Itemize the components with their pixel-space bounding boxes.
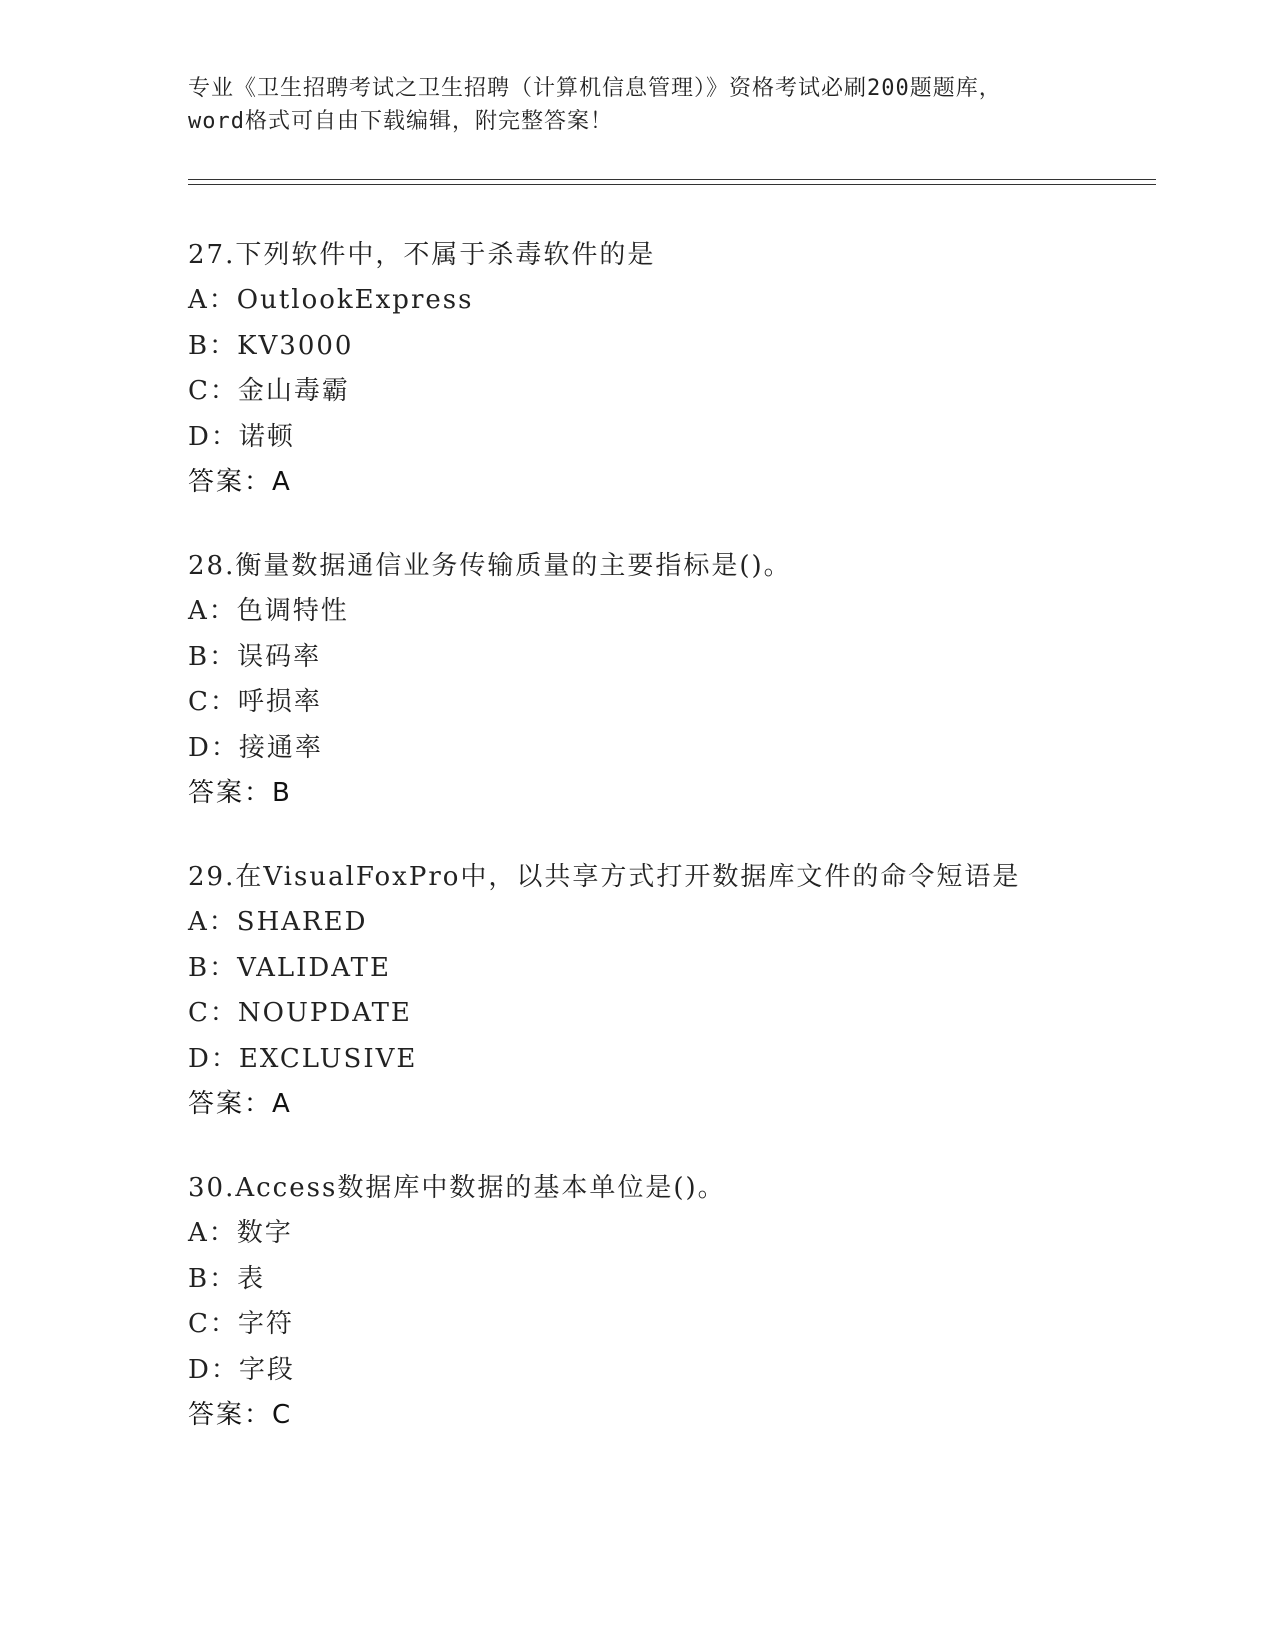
question-stem: 29.在VisualFoxPro中，以共享方式打开数据库文件的命令短语是 (188, 862, 1021, 892)
option-c: C：呼损率 (188, 687, 322, 717)
option-a: A：数字 (188, 1218, 293, 1248)
option-a: A：色调特性 (188, 596, 349, 626)
option-a: A：SHARED (188, 907, 368, 937)
option-c: C：NOUPDATE (188, 998, 412, 1028)
option-b: B：VALIDATE (188, 952, 391, 983)
option-b: B：KV3000 (188, 330, 354, 361)
option-b: B：表 (188, 1263, 266, 1294)
answer: 答案：B (188, 778, 292, 808)
question-stem: 28.衡量数据通信业务传输质量的主要指标是()。 (188, 551, 792, 581)
option-a: A：OutlookExpress (188, 285, 474, 315)
question-28 (188, 543, 1148, 816)
option-d: D：接通率 (188, 732, 323, 763)
question-stem: 27.下列软件中，不属于杀毒软件的是 (188, 240, 656, 270)
header-line-2: word格式可自由下载编辑，附完整答案！ (188, 109, 613, 134)
option-d: D：字段 (188, 1354, 295, 1385)
option-d: D：EXCLUSIVE (188, 1043, 418, 1074)
option-b: B：误码率 (188, 641, 322, 672)
option-d: D：诺顿 (188, 421, 295, 452)
header-line-1: 专业《卫生招聘考试之卫生招聘（计算机信息管理）》资格考试必刷200题题库， (188, 76, 1002, 101)
option-c: C：字符 (188, 1309, 294, 1339)
document-header (188, 72, 1088, 138)
question-29 (188, 854, 1148, 1127)
header-divider-bottom (188, 184, 1156, 185)
question-27 (188, 232, 1148, 505)
option-c: C：金山毒霸 (188, 376, 350, 406)
header-divider-top (188, 179, 1156, 180)
answer: 答案：A (188, 1089, 292, 1119)
question-list (188, 232, 1148, 1476)
question-30 (188, 1165, 1148, 1438)
answer: 答案：C (188, 1400, 293, 1430)
answer: 答案：A (188, 467, 292, 497)
question-stem: 30.Access数据库中数据的基本单位是()。 (188, 1173, 726, 1203)
